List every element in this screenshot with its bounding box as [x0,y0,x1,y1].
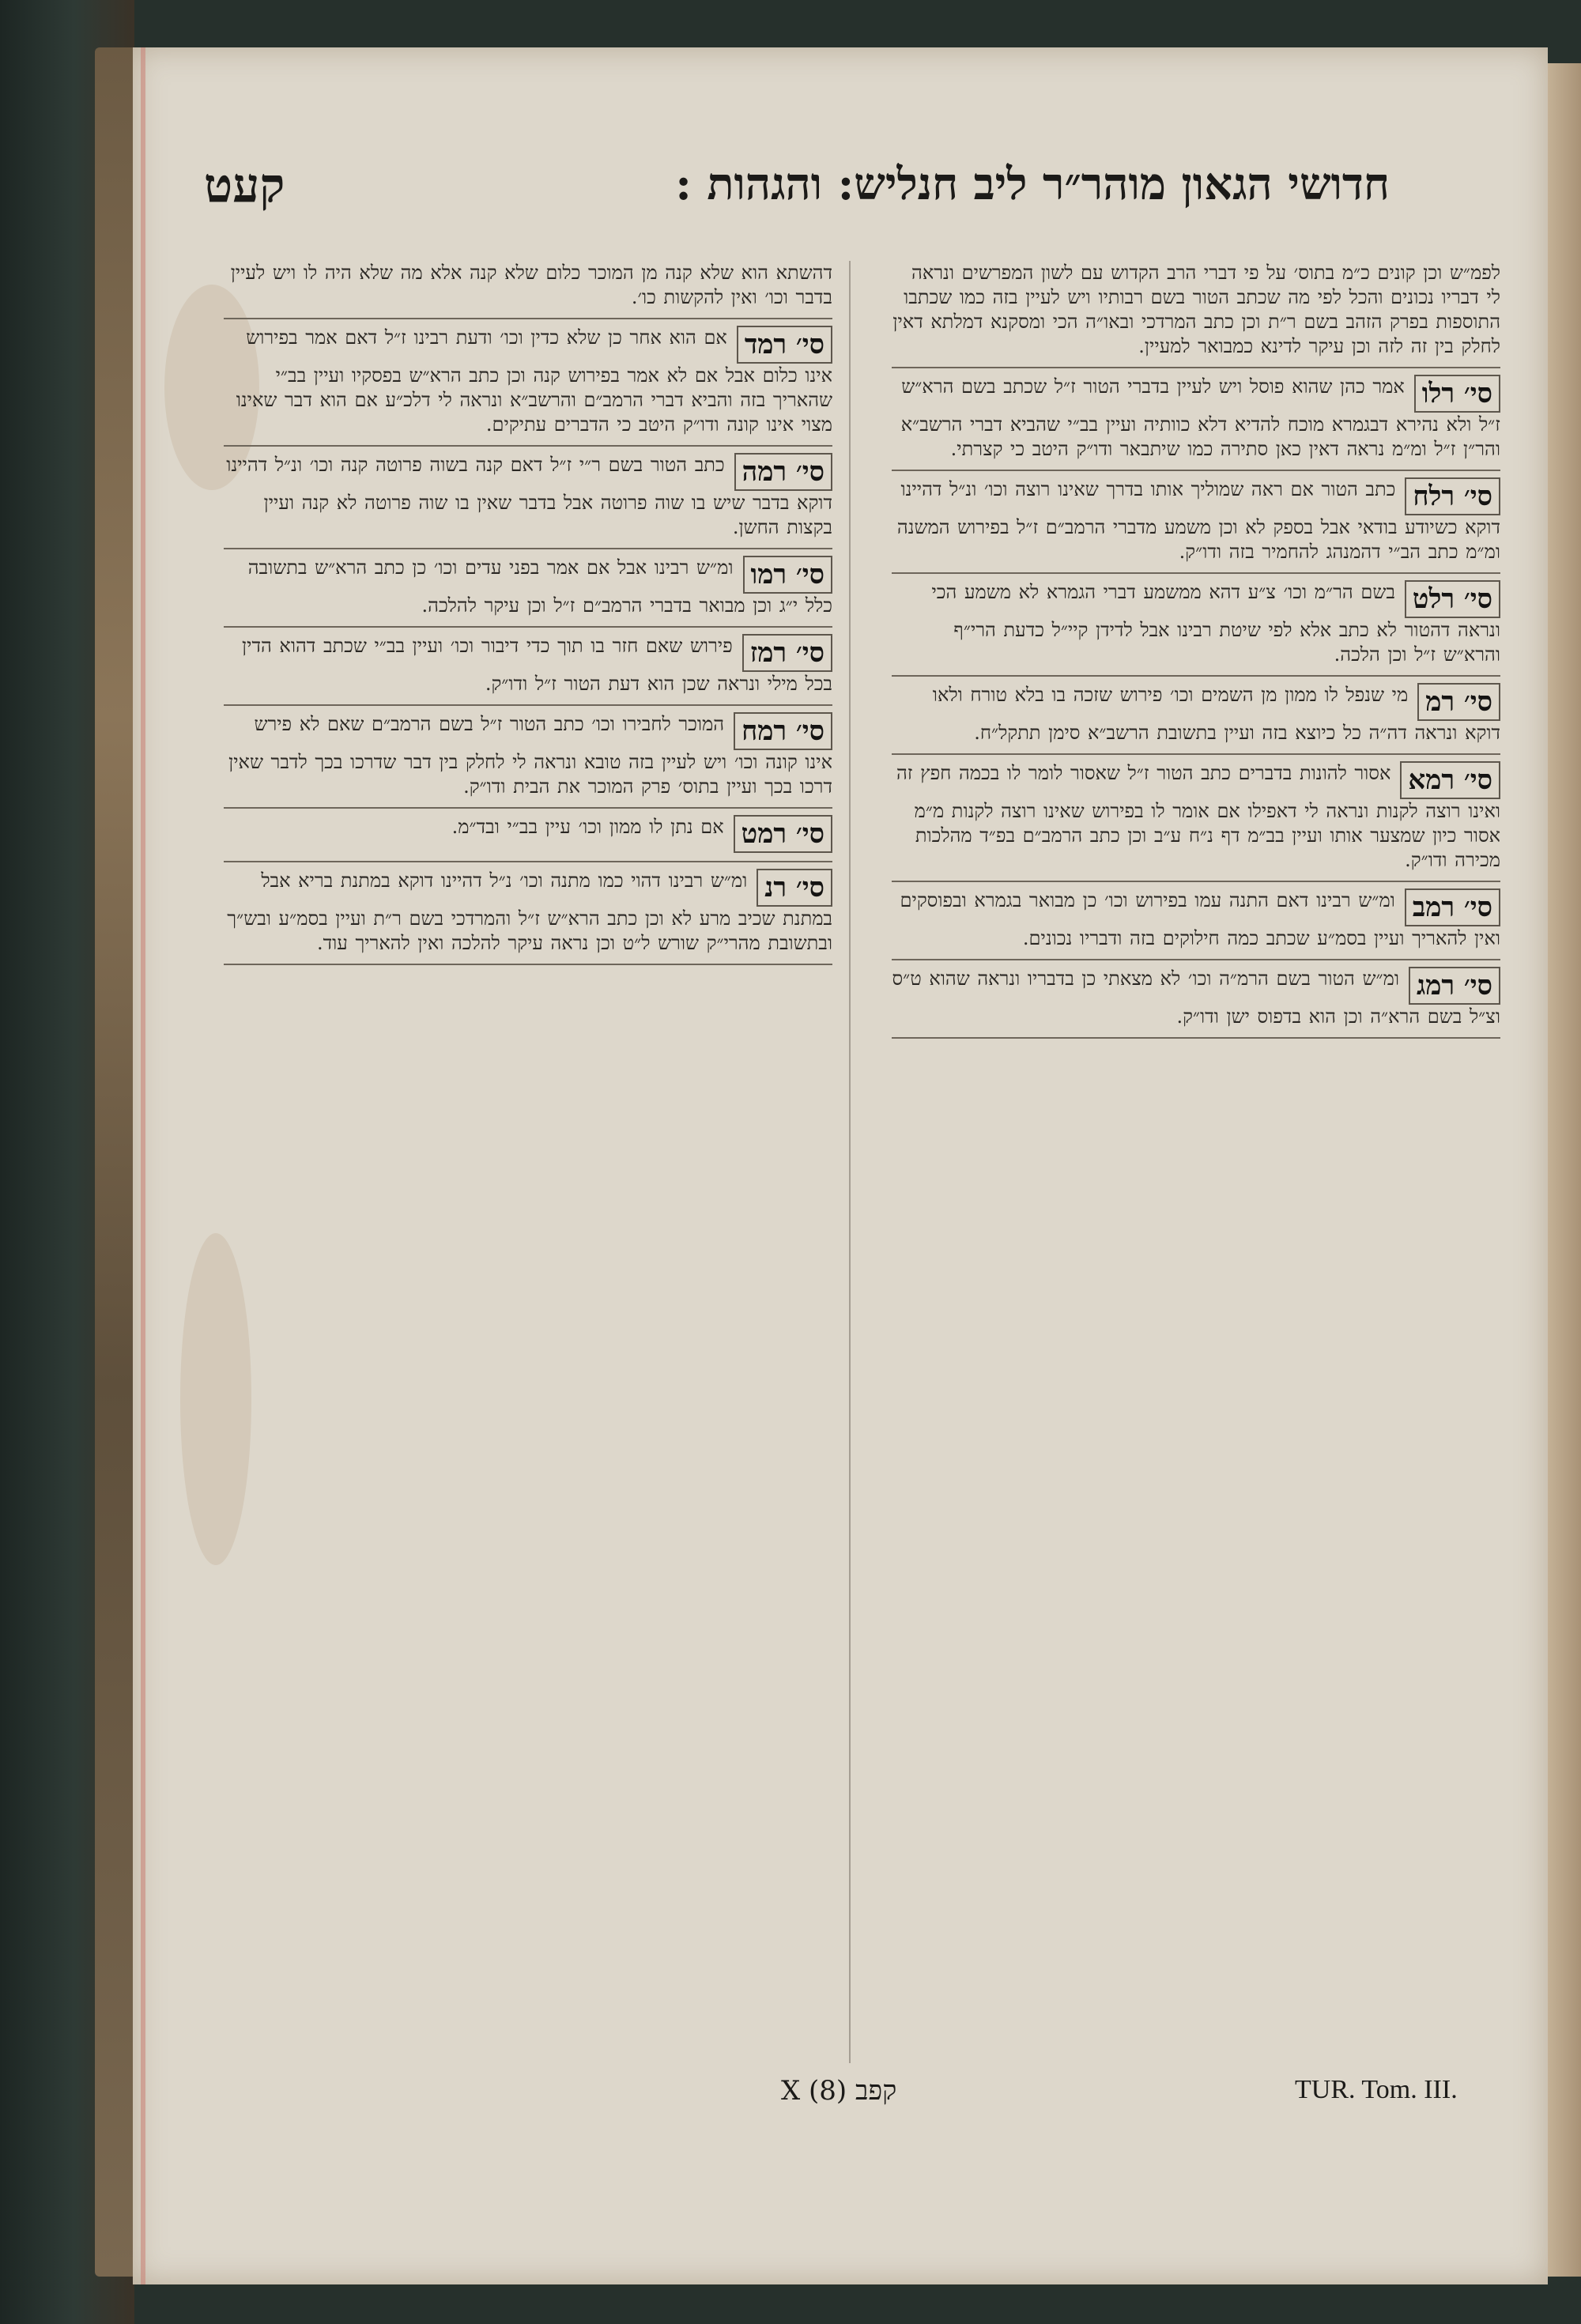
commentary-section [892,967,1500,1029]
commentary-text: אסור להונות בדברים כתב הטור ז״ל שאסור לומר לו בכמה חפץ זה ואינו רוצה לקנות ונראה לי דאפילו אם אומר לו בפירוש שאינו רוצה לקנות מ״מ אסור כיון שמצער אותו ועיין בב״מ דף נ״ח ע״ב וכן כתב הרמב״ם בפ״ד מהלכות מכירה ודו״ק. [896,762,1500,871]
commentary-text: המוכר לחבירו וכו׳ כתב הטור ז״ל בשם הרמב״ם שאם לא פירש אינו קונה וכו׳ ויש לעיין בזה טובא ונראה לי לחלק בין דבר שדרכו בכך לדבר שאין דרכו בכך ועיין בתוס׳ פרק המוכר את הבית ודו״ק. [228,713,832,798]
commentary-section [892,375,1500,462]
siman-label: סי׳ רמג [1409,967,1500,1005]
commentary-text: לפמ״ש וכן קונים כ״מ בתוס׳ על פי דברי הרב הקדוש עם לשון המפרשים ונראה לי דבריו נכונים והכל לפי מה שכתב הטור בשם רבותיו ויש לעיין בזה כמו שכתבו התוספות בפרק הזהב בשם ר״ת וכן כתב המרדכי ובאו״ה הכי ומסקנא דמלתא דאין לחלק בין זה לזה וכן עיקר לדינא כמבואר למעיין. [892,262,1500,357]
siman-label: סי׳ רמה [734,453,832,491]
siman-label: סי׳ רמז [742,634,832,672]
siman-label: סי׳ רמ [1417,683,1500,721]
section-divider [892,881,1500,882]
section-divider [224,861,832,862]
left-column [224,261,832,2063]
siman-label: סי׳ רמח [734,712,832,750]
red-page-edge [141,47,145,2284]
section-divider [224,445,832,447]
siman-label: סי׳ רלו [1414,375,1500,413]
section-divider [224,704,832,706]
siman-label: סי׳ רמד [737,326,832,364]
commentary-text: ומ״ש הטור בשם הרמ״ה וכו׳ לא מצאתי כן בדבריו ונראה שהוא ט״ס וצ״ל בשם הרא״ה וכן הוא בדפוס ישן ודו״ק. [892,968,1500,1028]
running-header [133,158,1548,237]
commentary-text: אמר כהן שהוא פוסל ויש לעיין בדברי הטור ז״ל שכתב בשם הרא״ש ז״ל ולא נהירא דבגמרא מוכח להדיא דלא כוותיה ועיין בב״י שהביא דברי הרשב״א והר״ן ז״ל ומ״מ נראה דאין כאן סתירה כמו שיתבאר ודו״ק היטב כי קצרתי. [900,375,1500,460]
right-column [892,261,1500,2063]
siman-label: סי׳ רמב [1405,888,1500,926]
column-rule [849,261,851,2063]
commentary-text: בשם הר״מ וכו׳ צ״ע דהא ממשמע דברי הגמרא לא משמע הכי ונראה דהטור לא כתב אלא לפי שיטת רבינו אבל לדידן קיי״ל כדעת הרי״ף והרא״ש ז״ל וכן הלכה. [931,581,1500,666]
commentary-section [224,712,832,799]
commentary-section [224,869,832,956]
section-divider [224,626,832,628]
commentary-section [892,888,1500,951]
section-divider [892,959,1500,960]
commentary-section [224,815,832,853]
commentary-text: ומ״ש רבינו אבל אם אמר בפני עדים וכו׳ כן כתב הרא״ש בתשובה כלל י״ג וכן מבואר בדברי הרמב״ם ז״ל וכן עיקר להלכה. [247,556,832,617]
section-divider [224,548,832,549]
commentary-text: כתב הטור בשם ר״י ז״ל דאם קנה בשוה פרוטה קנה וכו׳ ונ״ל דהיינו דוקא בדבר שיש בו שוה פרוטה אבל בדבר שאין בו שוה פרוטה לא קנה ועיין בקצות החשן. [226,454,832,538]
commentary-section [892,761,1500,873]
commentary-section [892,580,1500,667]
page-folio-number: קעט [204,158,285,213]
commentary-section [224,634,832,696]
siman-label: סי׳ רלט [1405,580,1500,618]
section-divider [892,367,1500,368]
commentary-text: אם הוא אחר כן שלא כדין וכו׳ ודעת רבינו ז״ל דאם אמר בפירוש אינו כלום אבל אם לא אמר בפירוש קנה וכן כתב הרא״ש בפסקיו ועיין בב״י שהאריך בזה והביא דברי הרמב״ם והרשב״א ונראה לי דלכ״ע אם הוא דבר שאינו מצוי אינו קונה ודו״ק היטב כי הדברים עתיקים. [236,326,832,436]
section-divider [892,675,1500,677]
commentary-text: כתב הטור אם ראה שמוליך אותו בדרך שאינו רוצה וכו׳ ונ״ל דהיינו דוקא כשיודע בודאי אבל בספק לא וכן משמע מדברי הרמב״ם ז״ל בפירוש המשנה ומ״מ כתב הב״י דהמנהג להחמיר בזה ודו״ק. [896,478,1500,563]
commentary-section [892,477,1500,564]
siman-label: סי׳ רלח [1405,477,1500,515]
commentary-text: ומ״ש רבינו דאם התנה עמו בפירוש וכו׳ כן מבואר בגמרא ובפוסקים ואין להאריך ועיין בסמ״ע שכתב כמה חילוקים בזה ודבריו נכונים. [900,889,1500,949]
commentary-text: פירוש שאם חזר בו תוך כדי דיבור וכו׳ ועיין בב״י שכתב דהוא הדין בכל מילי ונראה שכן הוא דעת הטור ז״ל ודו״ק. [242,635,832,695]
section-divider [892,1037,1500,1039]
commentary-text: דהשתא הוא שלא קנה מן המוכר כלום שלא קנה אלא מה שלא היה לו ויש לעיין בדבר וכו׳ ואין להקשות כו׳. [230,262,832,308]
running-title: חדושי הגאון מוהר״ר ליב חנליש: והגהות : [675,158,1390,210]
section-divider [892,572,1500,574]
section-divider [892,470,1500,471]
siman-label: סי׳ רמט [734,815,832,853]
section-divider [224,964,832,965]
commentary-section [224,261,832,310]
section-divider [892,753,1500,755]
commentary-section [892,261,1500,359]
commentary-section [892,683,1500,745]
commentary-text: ומ״ש רבינו דהוי כמו מתנה וכו׳ נ״ל דהיינו דוקא במתנת בריא אבל במתנת שכיב מרע לא וכן כתב הרא״ש ז״ל והמרדכי בשם ר״ת ועיין בסמ״ע ובש״ך ובתשובת מהרי״ק שורש ל״ט וכן נראה עיקר להלכה ואין להאריך עוד. [227,870,832,954]
siman-label: סי׳ רמא [1400,761,1500,799]
commentary-section [224,556,832,618]
book-page [133,47,1548,2284]
section-divider [224,318,832,319]
siman-label: סי׳ רמו [743,556,833,594]
commentary-text: מי שנפל לו ממון מן השמים וכו׳ פירוש שזכה בו בלא טורח ולאו דוקא ונראה דה״ה כל כיוצא בזה ועיין בתשובת הרשב״א סימן תתקל״ח. [932,684,1500,744]
volume-catchword: TUR. Tom. III. [1295,2075,1458,2104]
commentary-text: אם נתן לו ממון וכו׳ עיין בב״י ובד״מ. [451,816,724,838]
commentary-section [224,453,832,540]
page-footer [133,2075,1548,2122]
commentary-section [224,326,832,437]
siman-label: סי׳ רנ [757,869,832,907]
section-divider [224,807,832,809]
signature-mark: X (8) קפב [781,2075,897,2107]
